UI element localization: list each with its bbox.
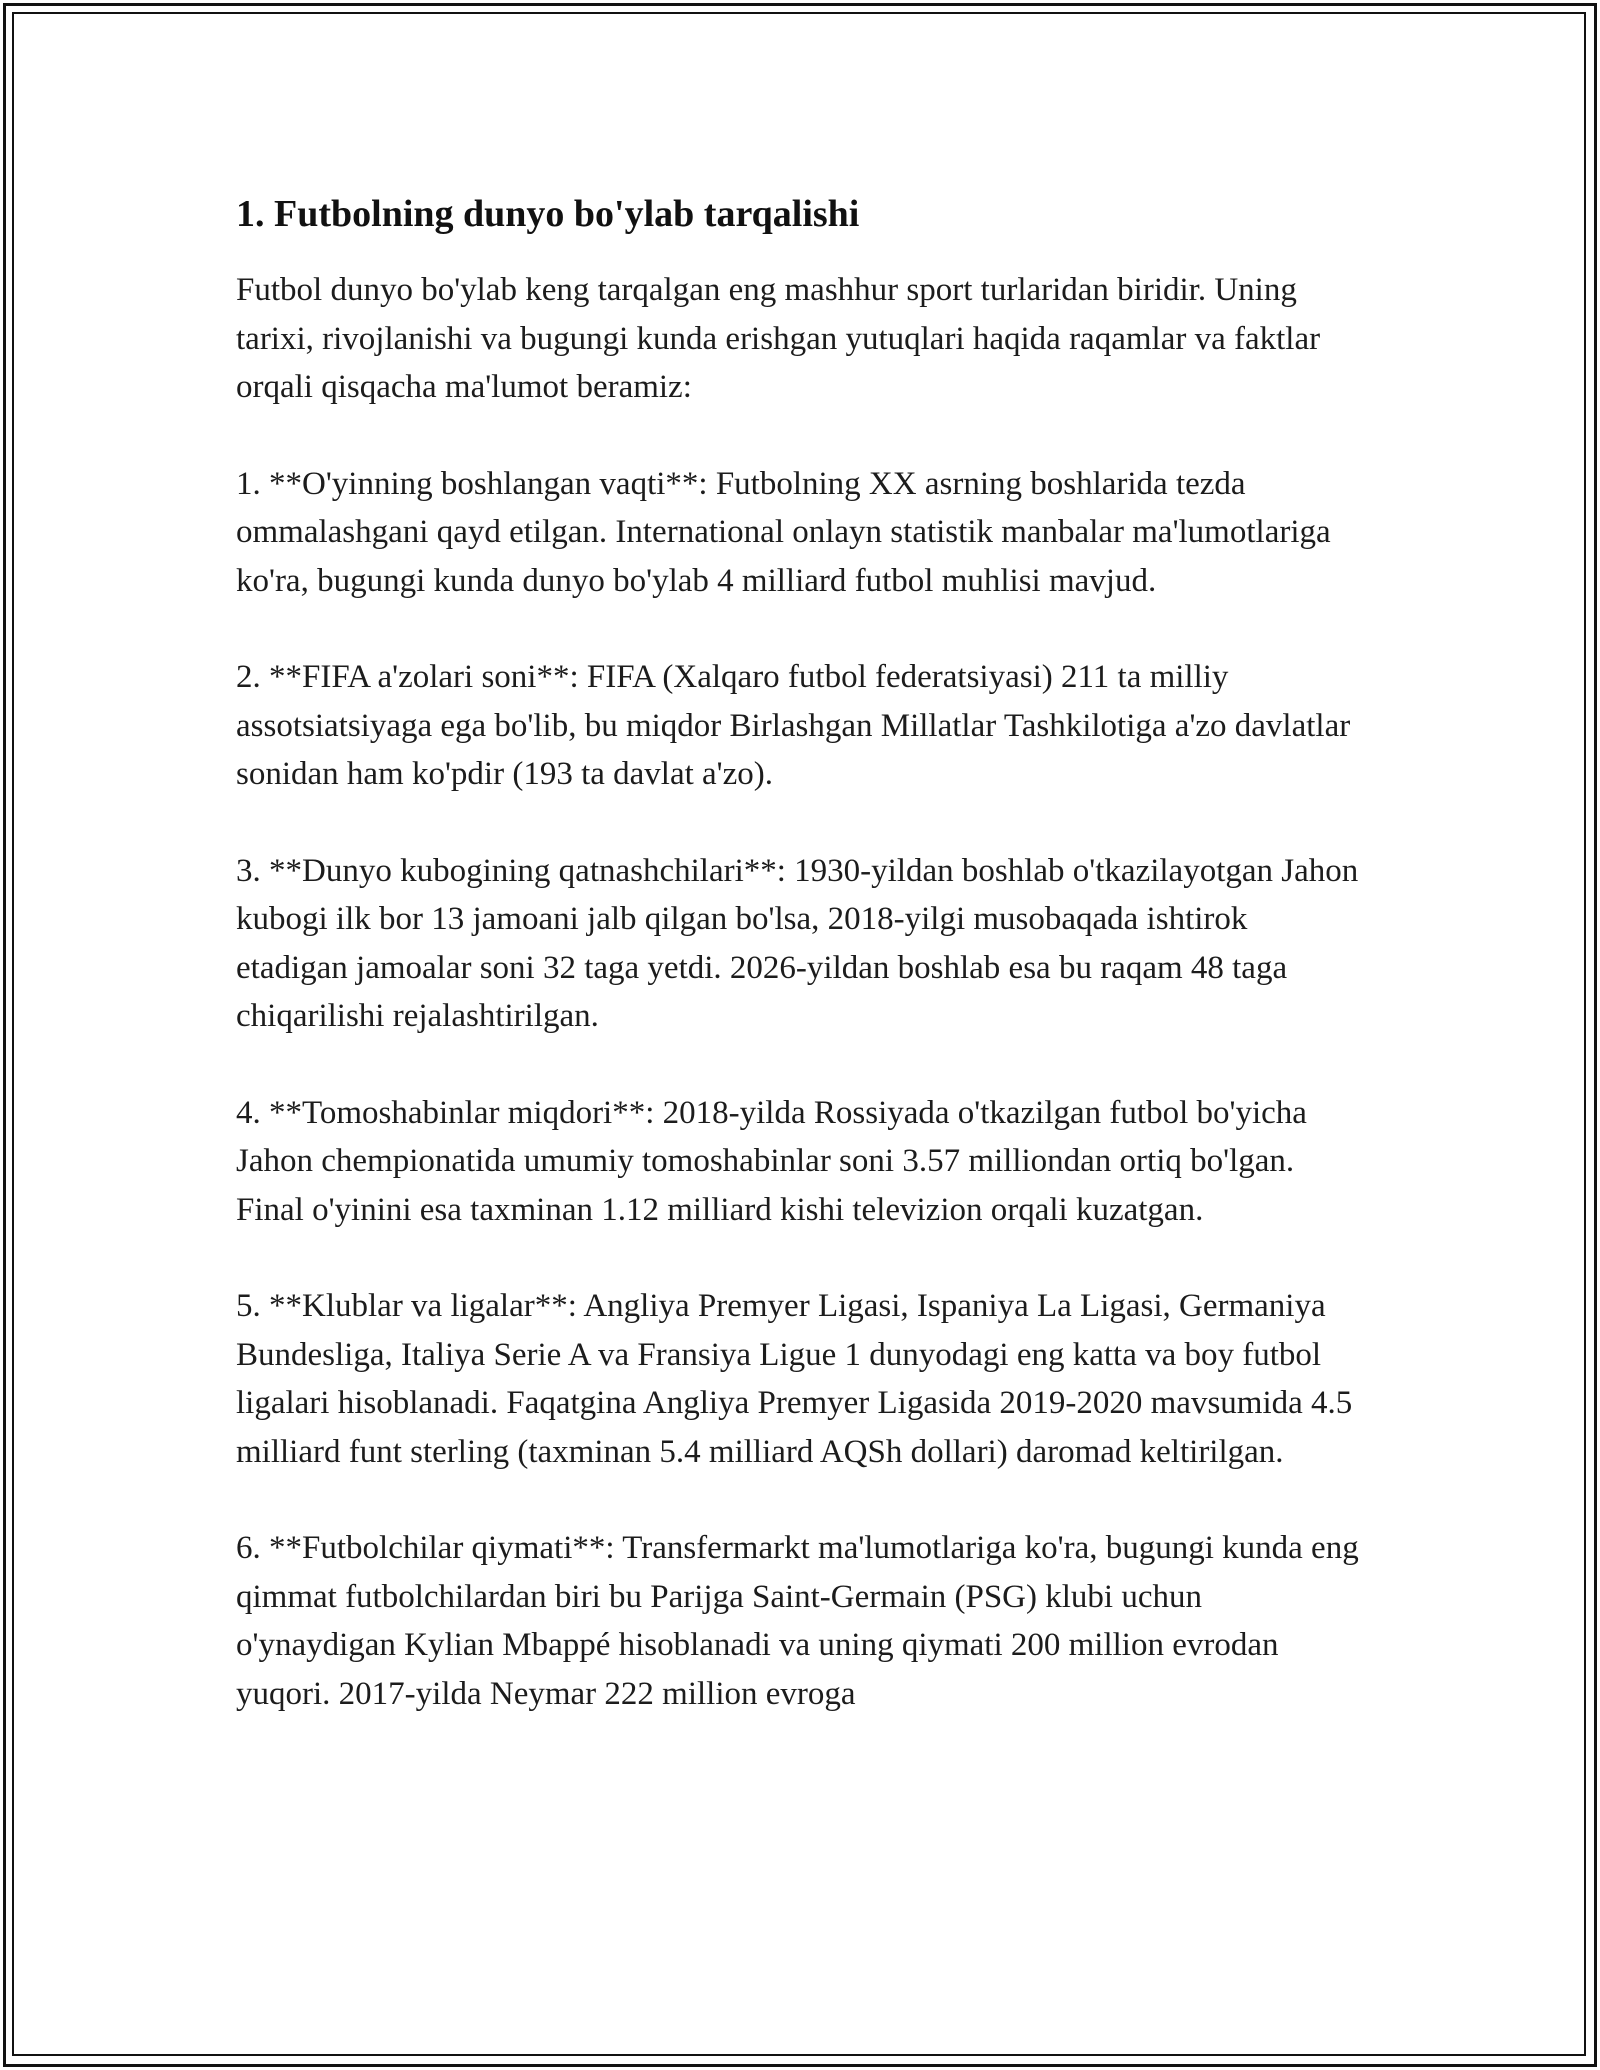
list-item-5: 5. **Klublar va ligalar**: Angliya Premyer Ligasi, Ispaniya La Ligasi, Germaniya Bundesliga, Italiya Serie A va Fransiya Ligue 1 dunyodagi eng katta va boy futbol ligalari hisoblanadi. Faqatgina Angliya Premyer Ligasida 2019-2020 mavsumida 4.5 milliard funt sterling (taxminan 5.4 milliard AQSh dollari) daromad keltirilgan.: [236, 1288, 1353, 1470]
list-item-1: 1. **O'yinning boshlangan vaqti**: Futbolning XX asrning boshlarida tezda ommalashgani qayd etilgan. International onlayn statistik manbalar ma'lumotlariga ko'ra, bugungi kunda dunyo bo'ylab 4 milliard futbol muhlisi mavjud.: [236, 465, 1331, 599]
document-body: [236, 186, 1366, 1766]
document-title: 1. Futbolning dunyo bo'ylab tarqalishi: [236, 193, 860, 235]
list-item-6: 6. **Futbolchilar qiymati**: Transfermarkt ma'lumotlariga ko'ra, bugungi kunda eng qimmat futbolchilardan biri bu Parijga Saint-Germain (PSG) klubi uchun o'ynaydigan Kylian Mbappé hisoblanadi va uning qiymati 200 million evrodan yuqori. 2017-yilda Neymar 222 million evroga: [236, 1530, 1359, 1712]
list-item-4: 4. **Tomoshabinlar miqdori**: 2018-yilda Rossiyada o'tkazilgan futbol bo'yicha Jahon chempionatida umumiy tomoshabinlar soni 3.57 milliondan ortiq bo'lgan. Final o'yinini esa taxminan 1.12 milliard kishi televizion orqali kuzatgan.: [236, 1094, 1307, 1228]
list-item-2: 2. **FIFA a'zolari soni**: FIFA (Xalqaro futbol federatsiyasi) 211 ta milliy assotsiatsiyaga ega bo'lib, bu miqdor Birlashgan Millatlar Tashkilotiga a'zo davlatlar sonidan ham ko'pdir (193 ta davlat a'zo).: [236, 659, 1351, 792]
intro-paragraph: Futbol dunyo bo'ylab keng tarqalgan eng mashhur sport turlaridan biridir. Uning tarixi, rivojlanishi va bugungi kunda erishgan yutuqlari haqida raqamlar va faktlar orqali qisqacha ma'lumot beramiz:: [236, 272, 1321, 405]
list-item-3: 3. **Dunyo kubogining qatnashchilari**: 1930-yildan boshlab o'tkazilayotgan Jahon kubogi ilk bor 13 jamoani jalb qilgan bo'lsa, 2018-yilgi musobaqada ishtirok etadigan jamoalar soni 32 taga yetdi. 2026-yildan boshlab esa bu raqam 48 taga chiqarilishi rejalashtirilgan.: [236, 852, 1359, 1034]
